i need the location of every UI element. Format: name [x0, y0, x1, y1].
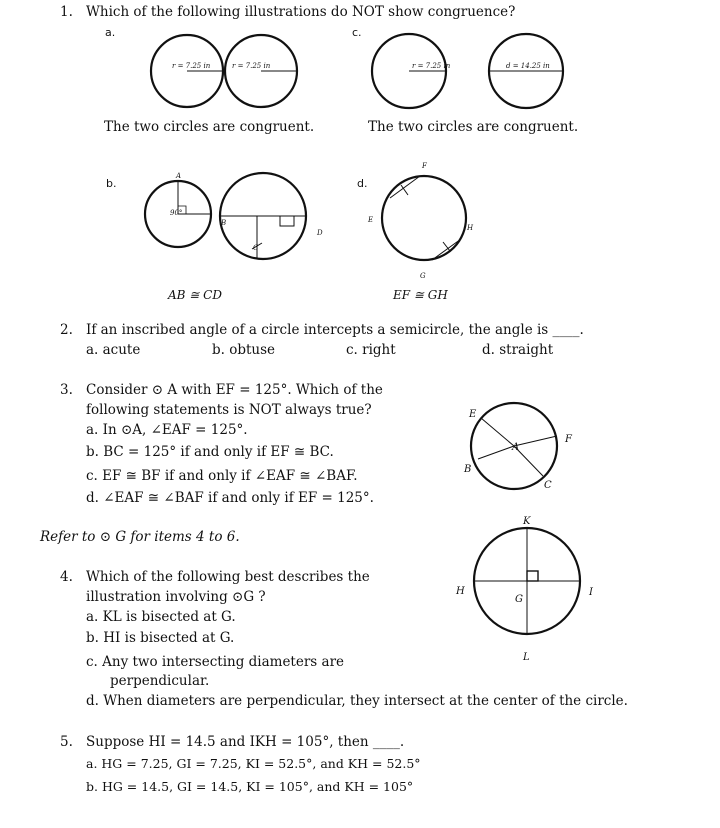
- q1-a-r2-label: r = 7.25 in: [232, 62, 271, 70]
- q1-b-angle-label: 90°: [170, 209, 183, 217]
- q4-label-l: L: [523, 652, 530, 663]
- q4-choice-c-cont: perpendicular.: [110, 673, 210, 689]
- q4-choice-a: a. KL is bisected at G.: [86, 609, 236, 625]
- q1-text: Which of the following illustrations do NOT show congruence?: [86, 4, 516, 20]
- q1-b-caption: AB ≅ CD: [168, 288, 222, 302]
- q3-label-f: F: [565, 434, 572, 445]
- q1-c-r1-label: r = 7.25 in: [412, 62, 451, 70]
- q1-option-d-letter: d.: [357, 177, 368, 190]
- q2-choice-a: a. acute: [86, 342, 141, 358]
- q1-b-label-b: B: [221, 219, 227, 227]
- q4-choice-d: d. When diameters are perpendicular, they intersect at the center of the circle.: [86, 693, 628, 709]
- q1-b-label-a: A: [176, 172, 182, 180]
- q1-a-figure: [150, 30, 300, 115]
- q1-option-a-letter: a.: [105, 26, 116, 39]
- q1-c-figure: [368, 30, 578, 115]
- q4-figure: [450, 516, 610, 665]
- q4-choice-b: b. HI is bisected at G.: [86, 630, 235, 646]
- q1-option-c-letter: c.: [352, 26, 362, 39]
- refer-note: Refer to ⊙ G for items 4 to 6.: [40, 529, 240, 545]
- q1-b-figure: [150, 165, 330, 265]
- q4-label-k: K: [523, 516, 531, 527]
- q4-line2: illustration involving ⊙G ?: [86, 589, 266, 605]
- q1-b-label-c: C: [253, 244, 259, 252]
- q3-label-e: E: [469, 409, 477, 420]
- q1-a-caption: The two circles are congruent.: [104, 119, 315, 135]
- q1-d-caption: EF ≅ GH: [393, 288, 448, 302]
- q3-choice-a: a. In ⊙A, ∠EAF = 125°.: [86, 422, 248, 438]
- q1-number: 1.: [60, 4, 73, 20]
- q3-choice-d: d. ∠EAF ≅ ∠BAF if and only if EF = 125°.: [86, 490, 374, 506]
- q5-text: Suppose HI = 14.5 and IKH = 105°, then ____.: [86, 734, 405, 750]
- q1-c-caption: The two circles are congruent.: [368, 119, 579, 135]
- q2-choice-c: c. right: [346, 342, 396, 358]
- q5-choice-b: b. HG = 14.5, GI = 14.5, KI = 105°, and KH = 105°: [86, 779, 414, 794]
- q3-label-a: A: [512, 442, 520, 453]
- q3-label-b: B: [464, 464, 472, 475]
- q1-b-label-d: D: [317, 229, 323, 237]
- q1-d-label-e: E: [368, 216, 374, 224]
- q5-choice-a: a. HG = 7.25, GI = 7.25, KI = 52.5°, and KH = 52.5°: [86, 756, 421, 771]
- q1-d-label-h: H: [467, 224, 474, 232]
- q4-line1: Which of the following best describes the: [86, 569, 370, 585]
- q1-a-r1-label: r = 7.25 in: [172, 62, 211, 70]
- q4-label-g: G: [515, 594, 523, 605]
- q3-line2: following statements is NOT always true?: [86, 402, 372, 418]
- q2-choice-b: b. obtuse: [212, 342, 276, 358]
- q4-label-i: I: [589, 587, 593, 598]
- q1-d-label-f: F: [422, 162, 427, 170]
- q1-c-d2-label: d = 14.25 in: [506, 62, 550, 70]
- q3-line1: Consider ⊙ A with EF = 125°. Which of the: [86, 382, 383, 398]
- q3-choice-c: c. EF ≅ BF if and only if ∠EAF ≅ ∠BAF.: [86, 468, 358, 484]
- q2-number: 2.: [60, 322, 73, 338]
- q4-label-h: H: [456, 586, 465, 597]
- q1-option-b-letter: b.: [106, 177, 117, 190]
- q3-label-c: C: [544, 480, 552, 491]
- q2-text: If an inscribed angle of a circle intercepts a semicircle, the angle is ____.: [86, 322, 584, 338]
- q3-choice-b: b. BC = 125° if and only if EF ≅ BC.: [86, 444, 334, 460]
- q3-number: 3.: [60, 382, 73, 398]
- q4-choice-c: c. Any two intersecting diameters are: [86, 654, 345, 670]
- q2-choice-d: d. straight: [482, 342, 554, 358]
- q1-d-label-g: G: [420, 272, 426, 280]
- q4-number: 4.: [60, 569, 73, 585]
- q1-d-figure: [370, 160, 480, 285]
- q5-number: 5.: [60, 734, 73, 750]
- q3-figure: [455, 404, 585, 494]
